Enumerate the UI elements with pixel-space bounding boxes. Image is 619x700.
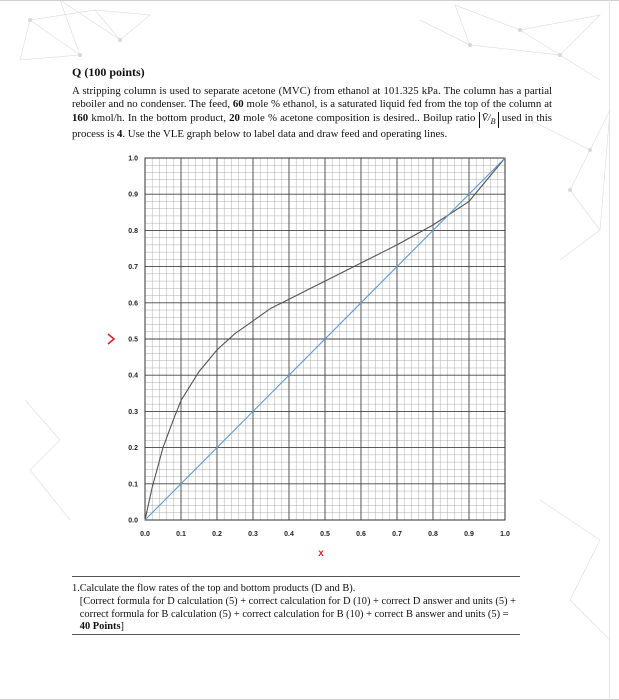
x-tick-label: 0.2 bbox=[212, 531, 222, 538]
task-grading: [Correct formula for D calculation (5) + correct calculation for D (10) + correct D answer and units (5) + correct formula for B calculation (5) + correct calculation for B (10) + correct B answer and units (5) = 40 Points] bbox=[79, 595, 517, 633]
y-tick-label: 0.8 bbox=[128, 227, 138, 235]
task-text: Calculate the flow rates of the top and bottom products (D and B). bbox=[79, 583, 356, 594]
x-tick-label: 0.7 bbox=[392, 531, 402, 538]
y-tick-label: 0.7 bbox=[128, 264, 138, 272]
x-tick-label: 1.0 bbox=[500, 531, 510, 538]
x-axis-title: x bbox=[318, 548, 324, 559]
x-tick-labels bbox=[140, 531, 510, 538]
task-number: 1. bbox=[72, 583, 80, 594]
x-tick-label: 0.9 bbox=[464, 531, 474, 538]
x-tick-label: 0.8 bbox=[428, 531, 438, 538]
task-total: 40 Points bbox=[79, 621, 121, 633]
x-tick-label: 0.3 bbox=[248, 531, 258, 538]
y-tick-label: 1.0 bbox=[128, 155, 138, 163]
boilup-ratio-value: 4 bbox=[116, 128, 123, 141]
y-tick-label: 0.0 bbox=[128, 517, 138, 525]
boilup-ratio-symbol: $V̄/_B$ bbox=[479, 112, 499, 129]
y-tick-label: 0.5 bbox=[128, 336, 138, 344]
question-text: A stripping column is used to separate acetone (MVC) from ethanol at 101.325 kPa. The column has a partial reboiler and no condenser. The feed, 60 mole % ethanol, is a saturated liquid fed from the top of the column at 160 kmol/h. In the bottom product, 20 mole % acetone composition is desired.. Boilup ratio $V̄/_B$ used in this process is 4. Use the VLE graph below to label data and draw feed and operating lines. bbox=[72, 84, 553, 141]
y-axis-arrow-icon bbox=[108, 334, 114, 344]
x-tick-label: 0.4 bbox=[284, 531, 294, 538]
y-tick-label: 0.6 bbox=[128, 300, 138, 308]
x-tick-label: 0.0 bbox=[140, 531, 150, 538]
y-tick-label: 0.1 bbox=[128, 481, 138, 489]
y-tick-label: 0.9 bbox=[128, 191, 138, 199]
feed-rate: 160 bbox=[72, 111, 89, 124]
x-tick-label: 0.5 bbox=[320, 531, 330, 538]
feed-percent: 60 bbox=[232, 98, 244, 111]
y-tick-labels bbox=[128, 156, 138, 525]
bottom-percent: 20 bbox=[229, 111, 240, 124]
y-tick-label: 0.2 bbox=[128, 445, 138, 453]
divider-bottom bbox=[72, 634, 520, 635]
x-tick-label: 0.6 bbox=[356, 531, 366, 538]
divider-top bbox=[72, 576, 520, 577]
y-tick-label: 0.3 bbox=[128, 408, 138, 416]
y-tick-label: 0.4 bbox=[128, 372, 138, 380]
x-tick-label: 0.1 bbox=[176, 531, 186, 538]
question-title: Q (100 points) bbox=[72, 65, 145, 79]
task-1 bbox=[72, 583, 520, 634]
